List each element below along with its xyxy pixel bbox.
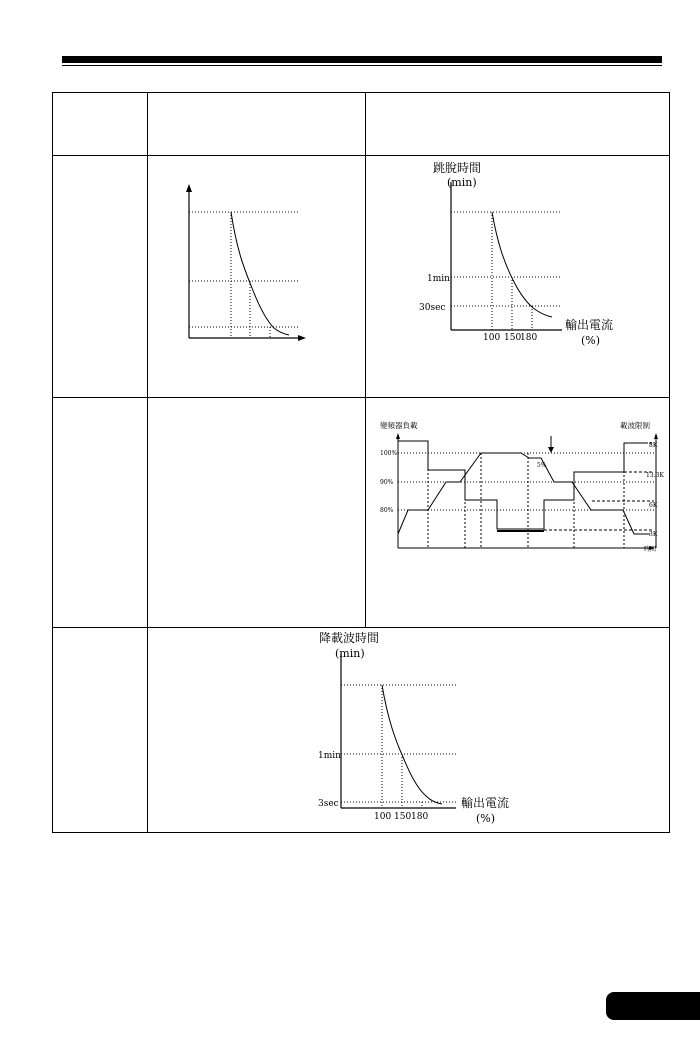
table-cell: [366, 93, 670, 156]
x-tick-label: 150: [504, 333, 522, 343]
x-tick-label: 100: [483, 333, 501, 343]
x-axis-unit: (%): [476, 812, 496, 825]
table-cell: [366, 398, 670, 628]
right-label: 載波限制: [620, 421, 650, 430]
carrier-limit-timing-chart: [366, 398, 668, 623]
table-cell: [148, 628, 670, 833]
right-tick-label: 3K: [649, 531, 658, 538]
table-row: [53, 398, 670, 628]
content-table: [52, 92, 670, 833]
y-axis-label: 跳脫時間: [433, 161, 482, 175]
page-number-tab: [606, 992, 700, 1020]
load-line: [398, 453, 650, 534]
table-cell: [148, 93, 366, 156]
y-axis-unit: (min): [335, 647, 365, 660]
curve: [382, 685, 442, 804]
table-cell: [53, 398, 148, 628]
left-axis-arrow: [396, 433, 400, 439]
left-tick-label: 90%: [380, 479, 394, 486]
x-tick-label: 100: [374, 812, 392, 822]
header-rule: [62, 56, 662, 63]
table-row: [53, 93, 670, 156]
x-axis-arrow: [298, 335, 306, 341]
table-row: [53, 156, 670, 398]
pointer-arrowhead: [548, 447, 554, 453]
left-tick-label: 100%: [380, 450, 398, 457]
table-cell: [366, 156, 670, 398]
unlabeled-curve-chart: [148, 156, 364, 393]
table-cell: [53, 156, 148, 398]
left-tick-label: 80%: [380, 507, 394, 514]
right-tick-label: 13.3K: [646, 472, 664, 479]
left-label: 變頻器負載: [380, 421, 418, 430]
x-axis-label: 輸出電流: [461, 796, 510, 810]
y-tick-label: 30sec: [419, 303, 446, 313]
table-cell: [53, 93, 148, 156]
x-axis-unit: (%): [581, 334, 601, 347]
x-axis-label: 輸出電流: [565, 318, 614, 332]
carrier-derate-chart: [148, 628, 668, 828]
y-axis-label: 降載波時間: [319, 631, 380, 645]
x-tick-label: 150: [394, 812, 412, 822]
y-axis-unit: (min): [447, 176, 477, 189]
trip-time-chart: [366, 156, 668, 393]
right-tick-label: 8K: [649, 442, 658, 449]
x-tick-label: 180: [411, 812, 429, 822]
table-cell: [148, 398, 366, 628]
y-tick-label: 1min: [318, 751, 341, 761]
right-axis-arrow: [654, 433, 658, 439]
small-label: 5%: [537, 462, 547, 469]
table-row: [53, 628, 670, 833]
header-rule-thin: [62, 65, 662, 66]
x-tick-label: 180: [520, 333, 538, 343]
table-cell: [53, 628, 148, 833]
x-end-label: 時間: [644, 546, 657, 553]
table-cell: [148, 156, 366, 398]
curve: [492, 212, 552, 317]
right-tick-label: 6K: [649, 502, 658, 509]
y-tick-label: 3sec: [318, 799, 339, 809]
curve: [231, 212, 289, 335]
y-axis-arrow: [186, 184, 192, 192]
y-tick-label: 1min: [427, 274, 450, 284]
